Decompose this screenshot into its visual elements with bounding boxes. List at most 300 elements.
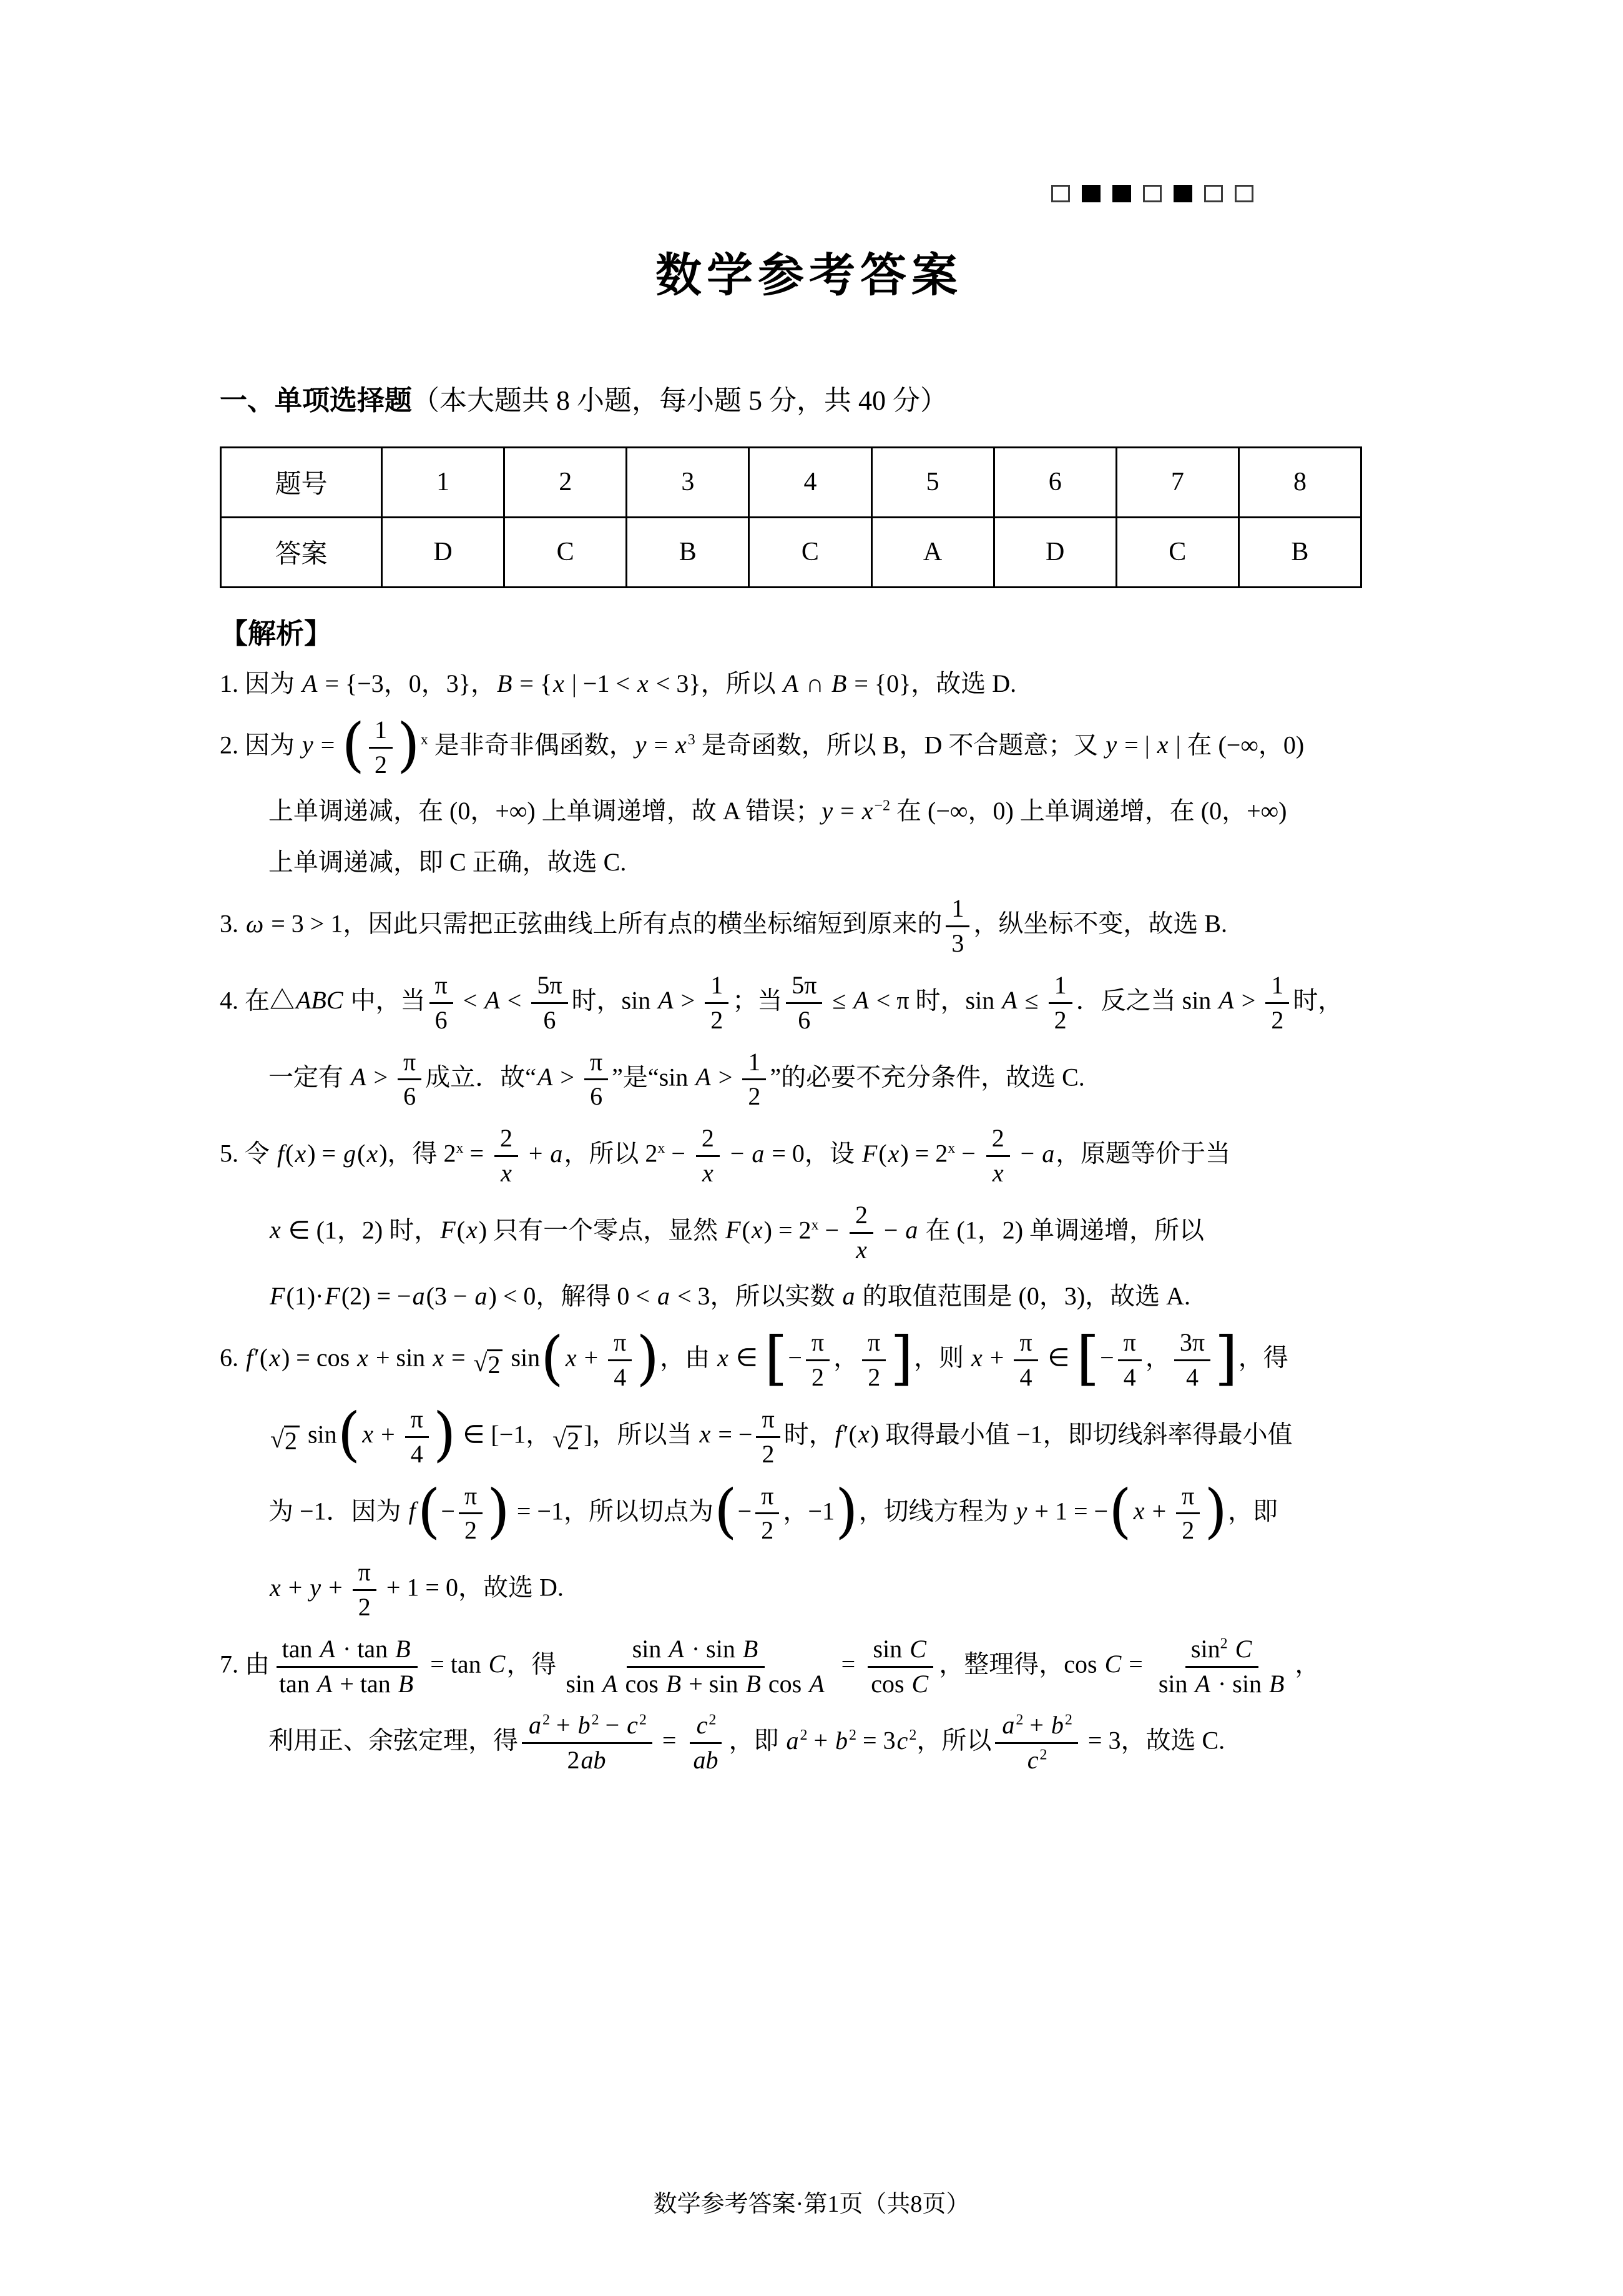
question-number-cell: 4 [749,447,871,517]
text-run: ∈ (1，2) 时， [282,1216,439,1244]
text-run: π [1182,1481,1195,1510]
text-run: > [554,1063,581,1091]
text-run: 中，当 [344,986,426,1015]
radicand [487,1349,503,1379]
math-fraction [995,1712,1078,1775]
math-variable: c [696,1711,708,1740]
text-run: ，即 [728,1726,785,1755]
text-run: sin [873,1634,909,1663]
solution-line [268,1278,1398,1315]
math-fraction [584,1048,608,1111]
open-fence: ( [337,1401,361,1469]
fraction-denominator [561,1744,612,1775]
text-run: π [1019,1328,1032,1357]
text-run: 上单调递减，在 (0，+∞) 上单调递增，故 A 错误； [268,797,821,825]
text-run: tan [279,1669,316,1698]
text-run: ( [357,1139,366,1168]
text-run: 5π [792,970,817,999]
solution-line [220,895,1398,958]
radical-sign-icon: √ [473,1348,488,1377]
math-variable: y [1016,1497,1027,1525]
text-run: − [599,1711,626,1740]
math-variable: C [911,1669,929,1698]
answer-cell: B [1238,517,1361,587]
text-run: ，即 [1228,1497,1278,1525]
text-run: + tan [333,1669,397,1698]
close-fence: ] [1215,1324,1238,1392]
text-run: ，所以 [916,1726,992,1755]
question-number-cell: 8 [1238,447,1361,517]
text-run: π [410,1404,423,1433]
text-run: 时， [783,1420,834,1449]
math-variable: A [351,1063,366,1091]
math-fraction [742,1048,766,1111]
text-run: 2 [762,1439,775,1468]
text-run: · sin [1211,1669,1268,1698]
math-variable: x [702,1158,713,1187]
solution-line [220,665,1398,702]
fraction-denominator [369,749,393,779]
text-run: − [737,1497,752,1525]
answer-cell: C [749,517,871,587]
text-run: 6 [590,1082,603,1111]
fraction-denominator [560,1668,831,1698]
math-variable: x [888,1139,900,1168]
fraction-numerator [627,1635,765,1668]
text-run: 2 [488,1350,501,1379]
math-variable: F [725,1216,741,1244]
text-run: sin [566,1669,601,1698]
math-variable: A [1218,986,1234,1015]
fraction-denominator [849,1234,874,1264]
question-number-cell: 1 [382,447,504,517]
math-fraction [459,1482,483,1545]
text-run: ，所以 2 [564,1139,658,1168]
math-fraction [755,1482,779,1545]
math-fraction [522,1712,652,1775]
text-run: ，−1 [783,1497,835,1525]
math-variable: x [856,1235,867,1264]
math-variable: A [537,1063,553,1091]
math-fraction [686,1712,725,1775]
math-superscript: 2 [709,1712,717,1728]
math-fraction [695,1125,720,1188]
fraction-denominator [757,1438,780,1469]
text-run: 在 (1，2) 单调递增，所以 [919,1216,1205,1244]
text-run: 2 [358,1592,371,1621]
math-variable: x [433,1343,444,1372]
answer-table [220,446,1362,588]
text-run: cos [762,1669,808,1698]
text-run: 2 [464,1516,478,1545]
text-run: sin [504,1343,541,1372]
math-variable: x [366,1139,378,1168]
open-fence: ( [1109,1477,1132,1545]
math-sqrt [552,1426,582,1455]
math-variable: x [466,1216,478,1244]
solution-item-2 [220,711,1398,882]
table-row-numbers [221,447,1361,517]
math-fraction [1014,1329,1037,1392]
solution-line [268,1712,1398,1775]
text-run: ∈ [729,1343,764,1372]
fraction-numerator [995,1712,1078,1744]
text-run: + [322,1573,349,1602]
text-run: sin [301,1420,337,1449]
solution-item-3 [220,895,1398,958]
text-run: ) 只有一个零点，显然 [478,1216,725,1244]
math-variable: A [853,986,869,1015]
text-run: ( [456,1216,466,1244]
question-number-cell: 3 [627,447,749,517]
text-run: ′( [254,1343,268,1372]
fraction-numerator [1176,1482,1200,1515]
text-run: ∈ [−1， [456,1420,551,1449]
text-run: π [434,970,448,999]
math-variable: B [831,669,847,697]
math-variable: C [910,1634,926,1663]
math-variable: y [310,1573,321,1602]
text-run: + [577,1343,605,1372]
text-run: 3π [1179,1328,1205,1357]
text-run: · sin [685,1634,742,1663]
fraction-denominator [405,1438,429,1469]
math-variable: f [277,1139,285,1168]
math-superscript: x [420,731,428,748]
text-run: π [464,1481,478,1510]
math-variable: x [751,1216,763,1244]
math-variable: b [835,1726,848,1755]
text-run: = {−3，0，3}， [318,669,496,697]
section-heading-note: （本大题共 8 小题，每小题 5 分，共 40 分） [412,385,948,416]
fraction-denominator [946,927,969,958]
fraction-numerator [986,1125,1010,1157]
text-run: + sin [682,1669,745,1698]
text-run: ，原题等价于当 [1056,1139,1231,1168]
math-variable: a [1042,1139,1055,1168]
radical-sign-icon: √ [270,1425,284,1454]
solution-item-6 [220,1324,1398,1621]
math-variable: y [1106,731,1117,759]
fraction-numerator [946,895,969,927]
math-variable: a [905,1216,918,1244]
math-variable: c [627,1711,638,1740]
outline-square-mark [1143,185,1162,202]
solution-line [268,1048,1398,1111]
math-variable: x [992,1158,1004,1187]
solution-line [268,792,1398,830]
open-fence: ( [713,1477,737,1545]
fraction-denominator [273,1668,420,1698]
math-fraction [1118,1329,1142,1392]
text-run: 2. 因为 [220,731,301,759]
text-run: 上单调递减，即 C 正确，故选 C. [268,848,627,877]
text-run: 1 [375,715,388,744]
fraction-numerator [786,972,822,1004]
open-fence: ( [417,1477,441,1545]
fraction-numerator [369,716,393,749]
text-run: ，得 [1238,1343,1288,1372]
math-variable: a [474,1282,488,1311]
text-run: 6. [220,1343,245,1372]
close-fence: ) [636,1324,660,1392]
text-run: = 3，故选 C. [1081,1726,1225,1755]
text-run: = 3 [856,1726,896,1755]
open-fence: ( [341,711,365,780]
text-run: 3 [951,929,964,958]
math-variable: y [302,731,313,759]
text-run: 2 [567,1746,580,1775]
text-run: ， [1145,1343,1170,1372]
text-run: − [1014,1139,1041,1168]
math-variable: A [658,986,674,1015]
math-variable: f [246,1343,253,1372]
text-run: + 1 = − [1028,1497,1109,1525]
math-variable: A [484,986,500,1015]
fraction-denominator [695,1157,720,1188]
solution-line [220,1635,1398,1698]
text-run: π [614,1328,627,1357]
question-number-cell: 5 [871,447,994,517]
math-variable: F [440,1216,456,1244]
math-variable: x [501,1158,512,1187]
text-run: 2 [1271,1005,1284,1034]
text-run: π [761,1481,774,1510]
fraction-denominator [608,1361,632,1392]
text-run: > [712,1063,739,1091]
text-run: 2 [991,1124,1004,1153]
math-fraction [786,972,822,1035]
text-run: 3. [220,909,245,938]
text-run: − [877,1216,905,1244]
text-run: 2 [375,750,388,779]
fraction-numerator [1118,1329,1142,1361]
fraction-denominator [862,1361,886,1392]
text-run: = 3 > 1，因此只需把正弦曲线上所有点的横坐标缩短到原来的 [265,909,943,938]
text-run: | 在 (−∞，0) [1169,731,1305,759]
filled-square-mark [1174,185,1192,202]
math-fraction [806,1329,830,1392]
text-run: = { [513,669,552,697]
text-run: ) = 2 [763,1216,812,1244]
fraction-denominator [865,1668,935,1698]
math-fraction [608,1329,632,1392]
math-fraction [1153,1635,1292,1698]
math-variable: A [320,1634,335,1663]
outline-square-mark [1204,185,1223,202]
math-fraction [1265,972,1289,1035]
row-label-answers: 答案 [221,517,382,587]
radical-sign-icon: √ [552,1425,567,1454]
math-variable: a [1002,1711,1015,1740]
text-run: ]，所以当 [584,1420,699,1449]
text-run: 5π [537,970,562,999]
math-variable: x [269,1343,280,1372]
section-heading-main: 一、单项选择题 [220,385,412,416]
text-run: π [589,1047,603,1076]
math-variable: c [896,1726,908,1755]
math-variable: B [398,1669,414,1698]
text-run: (2) = − [341,1282,411,1311]
text-run: > [1235,986,1262,1015]
math-variable: x [971,1343,983,1372]
math-variable: x [295,1139,306,1168]
text-run: = [647,731,675,759]
solution-line [220,1324,1398,1392]
text-run: ”是“sin [612,1063,695,1091]
text-run: 是奇函数，所以 B，D 不合题意；又 [695,731,1105,759]
text-run: < [501,986,528,1015]
text-run: 1 [710,970,723,999]
text-run: sin [632,1634,668,1663]
text-run: 2 [748,1082,761,1111]
text-run: = | [1118,731,1156,759]
fraction-numerator [705,972,728,1004]
text-run: ，由 [660,1343,717,1372]
fraction-numerator [277,1635,418,1668]
fraction-numerator [742,1048,766,1081]
math-variable: x [270,1216,281,1244]
text-run: 6 [434,1005,448,1034]
math-superscript: 2 [1016,1712,1024,1728]
text-run: = [444,1343,472,1372]
text-run: 1 [951,894,964,923]
text-run: π [811,1328,825,1357]
text-run: − [441,1497,455,1525]
text-run: 2 [761,1516,774,1545]
fraction-denominator [742,1080,766,1111]
text-run: · tan [336,1634,395,1663]
math-fraction [946,895,969,958]
text-run: < 3，所以实数 [670,1282,841,1311]
text-run: ( [742,1216,750,1244]
math-variable: C [1104,1650,1122,1678]
math-variable: x [357,1343,368,1372]
text-run: 6 [798,1005,811,1034]
math-variable: C [488,1650,506,1678]
math-fraction [986,1125,1011,1188]
text-run: ，切线方程为 [858,1497,1015,1525]
text-run: 6 [543,1005,556,1034]
text-run: 1 [748,1047,761,1076]
math-variable: B [742,1634,758,1663]
math-variable: a [657,1282,670,1311]
text-run: = [1122,1650,1149,1678]
text-run: ) 取得最小值 −1，即切线斜率得最小值 [870,1420,1293,1449]
answer-cell: C [1116,517,1238,587]
fraction-denominator [353,1591,376,1622]
math-variable: B [665,1669,682,1698]
text-run: π [403,1047,416,1076]
math-variable: g [343,1139,356,1168]
outline-square-mark [1051,185,1070,202]
math-fraction [1176,1482,1200,1545]
math-fraction [862,1329,886,1392]
fraction-denominator [1049,1004,1072,1035]
math-variable: x [858,1420,870,1449]
text-run: + [550,1711,577,1740]
fraction-numerator [1174,1329,1210,1361]
filled-square-mark [1082,185,1101,202]
outline-square-mark [1235,185,1253,202]
text-run: > [674,986,702,1015]
fraction-numerator [1014,1329,1037,1361]
text-run: + 1 = 0，故选 D. [380,1573,564,1602]
math-variable: A [783,669,799,697]
fraction-numerator [1265,972,1289,1004]
fraction-denominator [398,1080,421,1111]
text-run: ”的必要不充分条件，故选 C. [770,1063,1085,1091]
math-variable: c [1027,1746,1039,1775]
math-variable: F [325,1282,340,1311]
math-variable: A [602,1669,618,1698]
math-variable: x [717,1343,728,1372]
text-run: = [835,1650,862,1678]
text-run: 成立．故“ [425,1063,536,1091]
math-variable: b [577,1711,591,1740]
solution-line [268,1401,1398,1469]
fraction-denominator [537,1004,561,1035]
text-run: 在 (−∞，0) 上单调递增，在 (0，+∞) [890,797,1287,825]
question-number-cell: 2 [504,447,627,517]
fraction-numerator [584,1048,608,1081]
close-fence: ) [433,1401,456,1469]
math-variable: f [408,1497,416,1525]
math-variable: B [745,1669,761,1698]
text-run: 4 [1123,1363,1136,1392]
fraction-numerator [862,1329,886,1361]
fraction-numerator [405,1406,429,1438]
text-run: ，纵坐标不变，故选 B. [973,909,1228,938]
text-run: + sin [369,1343,432,1372]
open-fence: ( [541,1324,564,1392]
math-variable: y [635,731,647,759]
fraction-denominator [1176,1514,1200,1545]
text-run: π [1123,1328,1136,1357]
close-fence: ) [397,711,420,780]
text-run: 1 [1054,970,1067,999]
math-fraction [369,716,393,779]
text-run: 2 [812,1363,825,1392]
text-run: = [463,1139,491,1168]
solution-line [268,1559,1398,1622]
text-run: + [983,1343,1011,1372]
fraction-denominator [584,1080,608,1111]
fraction-numerator [868,1635,933,1668]
math-variable: A [1195,1669,1210,1698]
text-run: ) = [307,1139,343,1168]
math-variable: x [362,1420,374,1449]
math-fraction [273,1635,420,1698]
math-variable: x [861,797,873,825]
math-fraction [1049,972,1072,1035]
fraction-numerator [522,1712,652,1744]
solution-line [268,1201,1398,1264]
math-superscript: −2 [874,798,891,815]
fraction-numerator [696,1125,720,1157]
math-variable: ω [246,909,264,938]
text-run: 6 [403,1082,416,1111]
text-run: π [762,1404,775,1433]
text-run: 2 [1054,1005,1067,1034]
solution-line [220,972,1398,1035]
math-superscript: 2 [639,1712,647,1728]
math-variable: B [1268,1669,1285,1698]
math-variable: ab [581,1746,606,1775]
math-fraction [705,972,728,1035]
fraction-denominator [755,1514,779,1545]
math-variable: x [699,1420,711,1449]
